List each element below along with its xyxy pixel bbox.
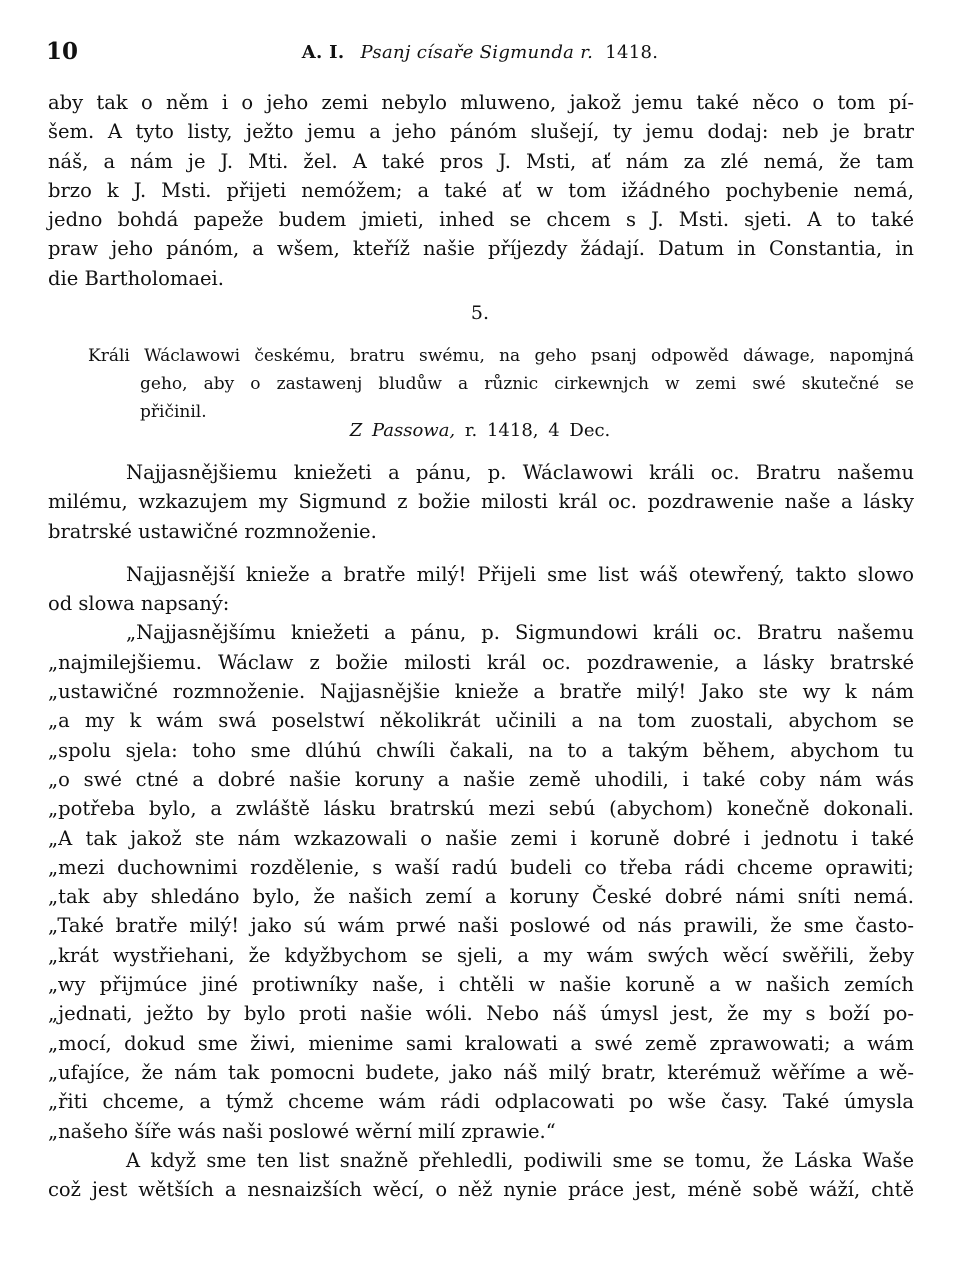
letter-line: od slowa napsaný: xyxy=(48,592,230,616)
letter-line: „jednati, ježto by bylo proti našie wóli. Nebo náš úmysl jest, že my s boží po- xyxy=(48,1002,914,1026)
paragraph-gap xyxy=(48,546,914,560)
document-source xyxy=(0,420,960,441)
text-line: brzo k J. Msti. přijeti nemóžem; a také ať w tom ižádného pochybenie nemá, xyxy=(48,178,914,202)
letter-line: bratrské ustawičné rozmnoženie. xyxy=(48,519,377,543)
letter-line: „potřeba bylo, a zwláště lásku bratrskú mezi sebú (abychom) konečně dokonali. xyxy=(48,797,914,821)
document-summary xyxy=(88,342,914,426)
letter-line: „Najjasnějšímu kniežeti a pánu, p. Sigmundowi králi oc. Bratru našemu xyxy=(126,621,914,645)
letter-line: „tak aby shledáno bylo, že našich zemí a koruny České dobré námi sníti nemá. xyxy=(48,885,914,909)
running-head xyxy=(46,42,914,63)
source-place: Z Passowa, xyxy=(349,420,456,441)
letter-line: „krát wystřiehani, že kdyžbychom se sjeli, a my wám swých wěcí swěřili, žeby xyxy=(48,943,914,967)
text-line: praw jeho pánóm, a wšem, kteříž našie příjezdy žádají. Datum in Constantia, in xyxy=(48,237,914,261)
letter-line: „našeho šíře wás naši poslowé wěrní milí zprawie.“ xyxy=(48,1119,556,1143)
source-date: r. 1418, 4 Dec. xyxy=(464,420,611,441)
letter-line: „a my k wám swá poselstwí několikrát učinili a na tom zuostali, abychom se xyxy=(48,709,914,733)
letter-line: Najjasnějšiemu kniežeti a pánu, p. Wáclawowi králi oc. Bratru našemu xyxy=(126,461,914,484)
running-head-title: Psanj císaře Sigmunda r. xyxy=(360,42,594,63)
letter-line: „ustawičné rozmnoženie. Najjasnějšie knieže a bratře milý! Jako ste wy k nám xyxy=(48,680,914,704)
letter-line: což jest wětších a nesnaizších wěcí, o něž nynie práce jest, méně sobě wáží, chtě xyxy=(48,1178,914,1202)
letter-body xyxy=(48,458,914,1204)
text-line: náš, a nám je J. Mti. žel. A také pros J. Msti, ať nám za zlé nemá, že tam xyxy=(48,149,914,173)
text-line: die Bartholomaei. xyxy=(48,266,224,290)
letter-line: „mezi duchownimi rozdělenie, s waší radú budeli co třeba rádi chceme oprawiti; xyxy=(48,855,914,879)
letter-line: „Také bratře milý! jako sú wám prwé naši poslowé od nás prawili, že sme často- xyxy=(48,914,914,938)
letter-line: „mocí, dokud sme žiwi, mienime sami kralowati a swé země zprawowati; a wám xyxy=(48,1031,914,1055)
running-head-year: 1418. xyxy=(605,42,659,63)
letter-line: „A tak jakož ste nám wzkazowali o našie zemi i koruně dobré i jednotu i také xyxy=(48,826,914,850)
letter-line: „ufajíce, že nám tak pomocni budete, jako náš milý bratr, kterémuž wěříme a wě- xyxy=(48,1060,914,1084)
summary-line: přičinil. xyxy=(140,402,207,422)
summary-line: Králi Wáclawowi českému, bratru swému, na geho psanj odpowěd dáwage, napomjná xyxy=(88,346,914,366)
letter-line: „najmilejšiemu. Wáclaw z božie milosti král oc. pozdrawenie, a lásky bratrské xyxy=(48,650,914,674)
intro-paragraph xyxy=(48,88,914,293)
letter-line: „řiti chceme, a týmž chceme wám rádi odplacowati po wše časy. Také úmysla xyxy=(48,1090,914,1114)
letter-line: milému, wzkazujem my Sigmund z božie milosti král oc. pozdrawenie naše a lásky xyxy=(48,490,914,514)
section-number: 5. xyxy=(470,302,490,324)
letter-line: Najjasnější knieže a bratře milý! Přijeli sme list wáš otewřený, takto slowo xyxy=(126,562,914,586)
letter-line: A když sme ten list snažně přehledli, podiwili sme se tomu, že Láska Waše xyxy=(126,1148,914,1172)
text-line: aby tak o něm i o jeho zemi nebylo mluweno, jakož jemu také něco o tom pí- xyxy=(48,91,914,114)
page-number: 10 xyxy=(46,38,79,65)
letter-line: „o swé ctné a dobré našie koruny a našie země uhodili, i také coby nám wás xyxy=(48,767,914,791)
letter-line: „wy přijmúce jiné protiwníky naše, i chtěli w našie koruně a w našich zemích xyxy=(48,973,914,997)
running-head-prefix: A. I. xyxy=(301,42,345,63)
summary-line: geho, aby o zastawenj bludůw a různic cirkewnjch w zemi swé skutečné se xyxy=(140,374,914,394)
text-line: jedno bohdá papeže budem jmieti, inhed se chcem s J. Msti. sjeti. A to také xyxy=(48,208,914,232)
text-line: šem. A tyto listy, ježto jemu a jeho pánóm slušejí, ty jemu dodaj: neb je bratr xyxy=(48,120,914,144)
letter-line: „spolu sjela: toho sme dlúhú chwíli čakali, na to a takým během, abychom tu xyxy=(48,738,914,762)
page-header xyxy=(46,38,914,72)
